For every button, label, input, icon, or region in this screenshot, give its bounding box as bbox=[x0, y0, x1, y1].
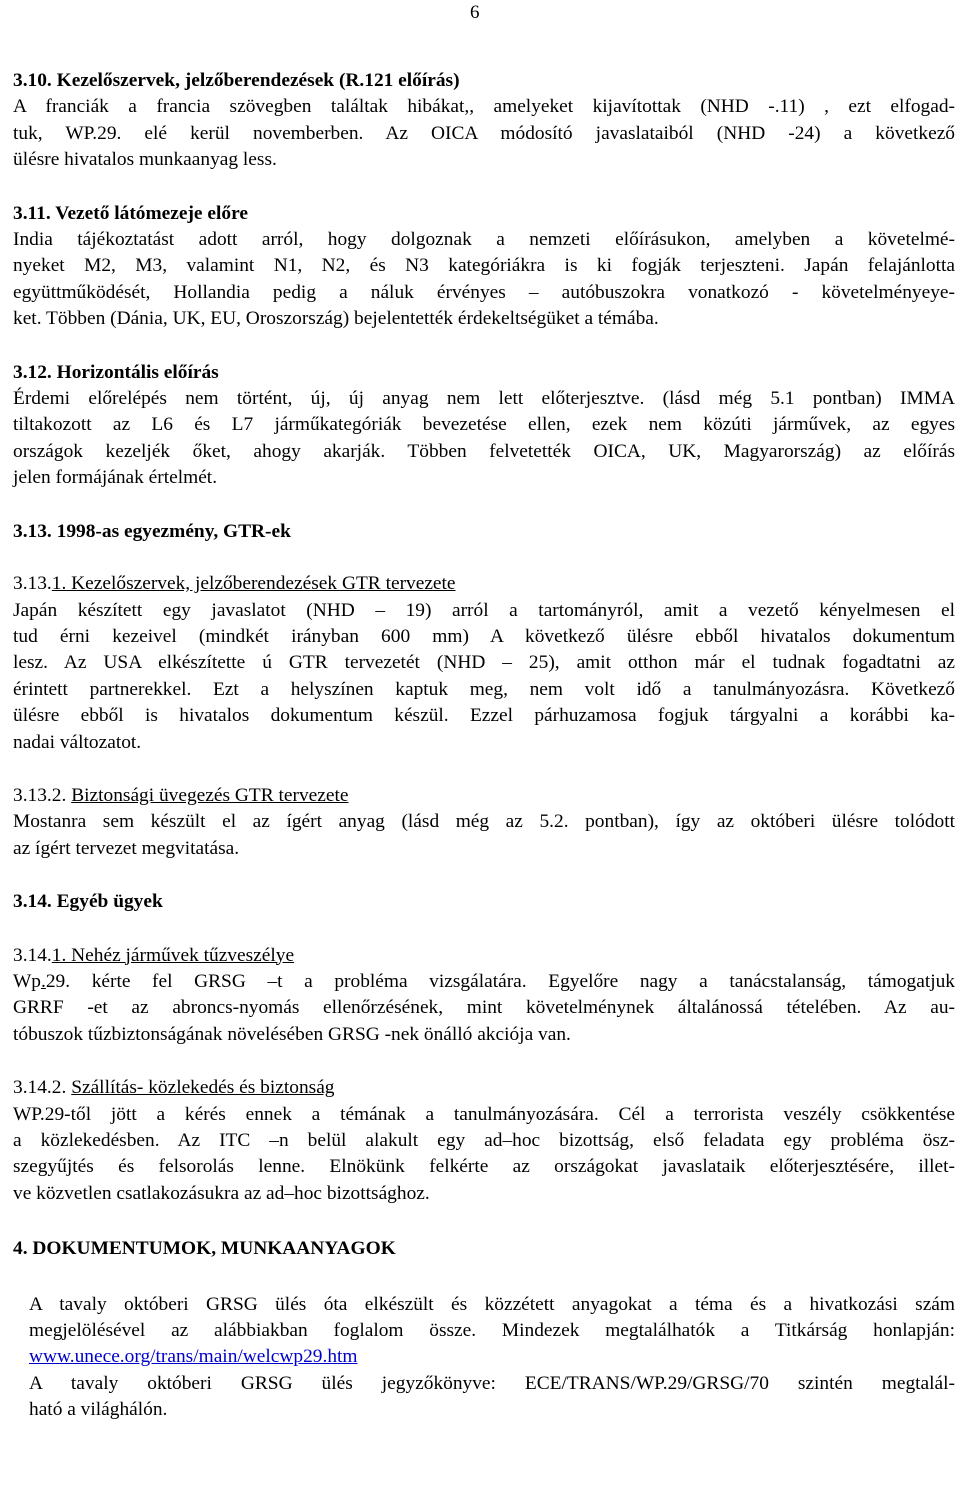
section-4-body bbox=[13, 1292, 955, 1424]
section-4 bbox=[13, 1236, 955, 1262]
section-heading: 3.14. Egyéb ügyek bbox=[13, 891, 163, 913]
text-run: Wp bbox=[13, 970, 41, 992]
paragraph-line: megjelölésével az alábbiakban foglalom össze. Mindezek megtalálhatók a Titkárság honlapján: bbox=[29, 1320, 955, 1342]
paragraph-line: Érdemi előrelépés nem történt, új, új anyag nem lett előterjesztve. (lásd még 5.1 pontban) IMMA bbox=[13, 388, 955, 410]
paragraph-line: szegyűjtés és felsorolás lenne. Elnökünk felkérte az országokat javaslataik előterjesztésére, illet- bbox=[13, 1156, 955, 1178]
section-heading: 3.12. Horizontális előírás bbox=[13, 361, 219, 383]
secretariat-link[interactable]: www.unece.org/trans/main/welcwp29.htm bbox=[29, 1346, 358, 1368]
paragraph-line: nadai változatot. bbox=[13, 731, 142, 753]
subsection-title: 1. Kezelőszervek, jelzőberendezések GTR tervezete bbox=[51, 573, 456, 595]
subsection-heading bbox=[13, 571, 955, 597]
paragraph-line bbox=[13, 969, 955, 995]
paragraph-line: jelen formájának értelmét. bbox=[13, 467, 218, 489]
section-number: 3.11. bbox=[13, 202, 51, 224]
paragraph-line: Japán készített egy javaslatot (NHD – 19) arról a tartományról, amit a vezető kényelmesen el bbox=[13, 599, 955, 621]
subsection-number: 3.13.2. bbox=[13, 784, 67, 806]
paragraph-line: tud érni kezeivel (mindkét irányban 600 mm) A következő ülésre ebből hivatalos dokumentum bbox=[13, 625, 955, 647]
paragraph-line: A tavaly októberi GRSG ülés jegyzőkönyve: ECE/TRANS/WP.29/GRSG/70 szintén megtalál- bbox=[29, 1372, 955, 1394]
paragraph-line: nyeket M2, M3, valamint N1, N2, és N3 kategóriákra is ki fogják terjeszteni. Japán felajánlotta bbox=[13, 255, 955, 277]
paragraph-line bbox=[29, 1344, 955, 1370]
section-3-14-2 bbox=[13, 1075, 955, 1207]
paragraph-line: Mostanra sem készült el az ígért anyag (lásd még az 5.2. pontban), így az októberi ülésre tolódott bbox=[13, 811, 955, 833]
text-run: 29. kérte fel GRSG –t a probléma vizsgálatára. Egyelőre nagy a tanácstalanság, támogatjuk bbox=[45, 970, 955, 992]
subsection-title: Szállítás- közlekedés és biztonság bbox=[71, 1077, 335, 1099]
paragraph-line: lesz. Az USA elkészítette ú GTR tervezetét (NHD – 25), amit otthon már el tudnak fogadtatni az bbox=[13, 652, 955, 674]
subsection-title: Biztonsági üvegezés GTR tervezete bbox=[71, 784, 349, 806]
paragraph-line: érintett partnerekkel. Ezt a helyszínen kaptuk meg, nem volt idő a tanulmányozásra. Következő bbox=[13, 678, 955, 700]
paragraph-line: országok kezeljék őket, ahogy akarják. Többen felvetették OICA, UK, Magyarország) az előírás bbox=[13, 440, 955, 462]
paragraph-line: az ígért tervezet megvitatása. bbox=[13, 837, 240, 859]
subsection-number: 3.13. bbox=[13, 573, 52, 595]
paragraph-line: együttműködését, Hollandia pedig a náluk érvényes – autóbuszokra vonatkozó - követelményeye- bbox=[13, 281, 955, 303]
paragraph-line: ülésre ebből is hivatalos dokumentum készül. Ezzel párhuzamosa fogjuk tárgyalni a korábbi ka- bbox=[13, 705, 955, 727]
section-heading: 3.10. Kezelőszervek, jelzőberendezések (R.121 előírás) bbox=[13, 70, 460, 91]
section-heading: 4. DOKUMENTUMOK, MUNKAANYAGOK bbox=[13, 1238, 396, 1260]
section-title: Vezető látómezeje előre bbox=[55, 202, 248, 224]
paragraph-line: India tájékoztatást adott arról, hogy dolgoznak a nemzeti előírásukon, amelyben a követelmé- bbox=[13, 229, 955, 251]
paragraph-line: tuk, WP.29. elé kerül novemberben. Az OICA módosító javaslataiból (NHD -24) a következő bbox=[13, 122, 955, 144]
section-3-13-2 bbox=[13, 783, 955, 862]
section-3-12 bbox=[13, 360, 955, 492]
paragraph-line: ülésre hivatalos munkaanyag less. bbox=[13, 149, 277, 171]
paragraph-line: a közlekedésben. Az ITC –n belül alakult egy ad–hoc bizottság, első feladata egy probléma ösz- bbox=[13, 1130, 955, 1151]
paragraph-line: A tavaly októberi GRSG ülés óta elkészült és közzétett anyagokat a téma és a hivatkozási szám bbox=[29, 1293, 955, 1315]
subsection-heading bbox=[13, 943, 955, 969]
paragraph-line: GRRF -et az abroncs-nyomás ellenőrzésének, mint követelménynek általánossá tételében. Az au- bbox=[13, 997, 955, 1019]
paragraph-line: A franciák a francia szövegben találtak hibákat,, amelyeket kijavítottak (NHD -.11) , ezt elfogad- bbox=[13, 96, 955, 118]
paragraph-line: ható a világhálón. bbox=[29, 1399, 168, 1421]
paragraph-line: tóbuszok tűzbiztonságának növelésében GRSG -nek önálló akciója van. bbox=[13, 1023, 571, 1045]
subsection-heading bbox=[13, 1075, 955, 1101]
section-3-13 bbox=[13, 519, 955, 545]
subsection-heading bbox=[13, 783, 955, 809]
section-heading bbox=[13, 201, 955, 227]
text-run-underlined: . bbox=[41, 970, 46, 992]
paragraph-line: ket. Többen (Dánia, UK, EU, Oroszország) bejelentették érdekeltségüket a témába. bbox=[13, 308, 659, 330]
section-3-14 bbox=[13, 889, 955, 915]
document-body bbox=[13, 68, 955, 1424]
paragraph-line: WP.29-től jött a kérés ennek a témának a tanulmányozására. Cél a terrorista veszély csökkentése bbox=[13, 1103, 955, 1125]
section-3-14-1 bbox=[13, 943, 955, 1049]
subsection-title: 1. Nehéz járművek tűzveszélye bbox=[51, 944, 295, 966]
paragraph-line: ve közvetlen csatlakozásukra az ad–hoc bizottsághoz. bbox=[13, 1182, 430, 1204]
page-number: 6 bbox=[470, 2, 480, 23]
paragraph-line: tiltakozott az L6 és L7 járműkategóriák bevezetése ellen, ezek nem közúti járművek, az egyes bbox=[13, 414, 955, 436]
section-3-10 bbox=[13, 68, 955, 174]
section-3-11 bbox=[13, 201, 955, 333]
section-heading: 3.13. 1998-as egyezmény, GTR-ek bbox=[13, 520, 291, 542]
section-3-13-1 bbox=[13, 571, 955, 756]
subsection-number: 3.14.2. bbox=[13, 1077, 67, 1099]
subsection-number: 3.14. bbox=[13, 944, 52, 966]
